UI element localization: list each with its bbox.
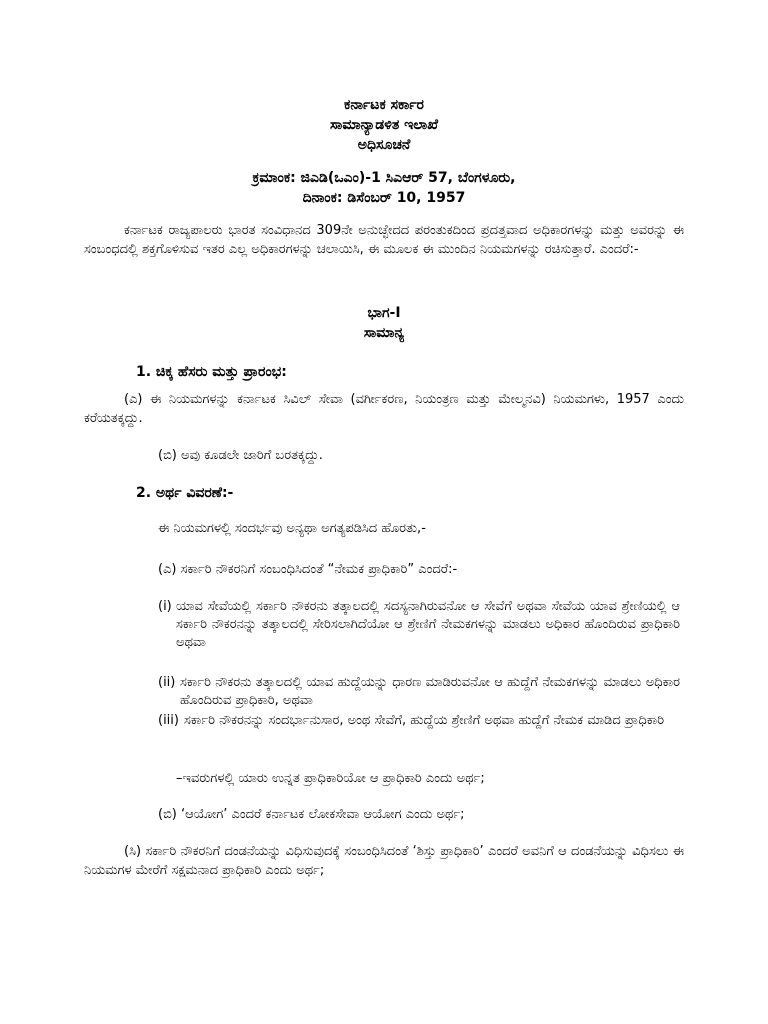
section-2-clause-c: (ಸಿ) ಸರ್ಕಾರಿ ನೌಕರನಿಗೆ ದಂಡನೆಯನ್ನು ವಿಧಿಸುವುದಕ್ಕೆ ಸಂಬಂಧಿಸಿದಂತೆ ‘ಶಿಸ್ತು ಪ್ರಾಧಿಕಾರಿ’ ಎಂದರೆ ಅವನಿಗೆ ಆ ದಂಡನೆಯನ್ನು ವಿಧಿಸಲು ಈ ನಿಯಮಗಳ ಮೇರೆಗೆ ಸಕ್ಷಮನಾದ ಪ್ರಾಧಿಕಾರಿ ಎಂದು ಅರ್ಥ;: [84, 844, 684, 878]
list-item-text: ಯಾವ ಸೇವೆಯಲ್ಲಿ ಸರ್ಕಾರಿ ನೌಕರನು ತತ್ಕಾಲದಲ್ಲಿ ಸದಸ್ಯನಾಗಿರುವನೋ ಆ ಸೇವೆಗೆ ಅಥವಾ ಸೇವೆಯ ಯಾವ ಶ್ರೇಣಿಯಲ್ಲಿ ಆ ಸರ್ಕಾರಿ ನೌಕರನನ್ನು ತತ್ಕಾಲದಲ್ಲಿ ಸೇರಿಸಲಾಗಿದೆಯೋ ಆ ಶ್ರೇಣಿಗೆ ನೇಮಕಗಳನ್ನು ಮಾಡಲು ಅಧಿಕಾರ ಹೊಂದಿರುವ ಪ್ರಾಧಿಕಾರಿ ಅಥವಾ: [176, 599, 680, 650]
notification-title: ಅಧಿಸೂಚನೆ: [357, 137, 411, 153]
preamble-paragraph: ಕರ್ನಾಟಕ ರಾಜ್ಯಪಾಲರು ಭಾರತ ಸಂವಿಧಾನದ 309ನೇ ಅನುಚ್ಛೇದದ ಪರಂತುಕದಿಂದ ಪ್ರದತ್ತವಾದ ಅಧಿಕಾರಗಳನ್ನು ಮತ್ತು ಅವರನ್ನು ಈ ಸಂಬಂಧದಲ್ಲಿ ಶಕ್ತಗೊಳಿಸುವ ಇತರ ಎಲ್ಲ ಅಧಿಕಾರಗಳನ್ನು ಚಲಾಯಿಸಿ, ಈ ಮೂಲಕ ಈ ಮುಂದಿನ ನಿಯಮಗಳನ್ನು ರಚಿಸುತ್ತಾರೆ. ಎಂದರೆ:-: [84, 223, 684, 257]
list-item: [158, 712, 680, 730]
order-block: [0, 168, 768, 208]
list-item-number: (ii): [158, 675, 176, 690]
section-1-heading: 1. ಚಿಕ್ಕ ಹೆಸರು ಮತ್ತು ಪ್ರಾರಂಭ:: [136, 364, 287, 380]
section-1-clause-a: (ಎ) ಈ ನಿಯಮಗಳನ್ನು ಕರ್ನಾಟಕ ಸಿವಿಲ್ ಸೇವಾ (ವರ್ಗೀಕರಣ, ನಿಯಂತ್ರಣ ಮತ್ತು ಮೇಲ್ಮನವಿ) ನಿಯಮಗಳು, 1957 ಎಂದು ಕರೆಯತಕ್ಕದ್ದು.: [84, 392, 684, 426]
list-item: [158, 598, 680, 652]
department-title: ಸಾಮಾನ್ಯಾಡಳಿತ ಇಲಾಖೆ: [330, 117, 438, 133]
govt-title: ಕರ್ನಾಟಕ ಸರ್ಕಾರ: [344, 97, 424, 113]
section-2-intro: ಈ ನಿಯಮಗಳಲ್ಲಿ ಸಂದರ್ಭವು ಅನ್ಯಥಾ ಅಗತ್ಯಪಡಿಸಿದ ಹೊರತು,-: [158, 521, 426, 536]
part-title: ಭಾಗ-I: [367, 305, 401, 321]
section-1-clause-b: (ಬಿ) ಅವು ಕೂಡಲೇ ಜಾರಿಗೆ ಬರತಕ್ಕದ್ದು.: [158, 448, 323, 463]
list-item-text: ಸರ್ಕಾರಿ ನೌಕರನನ್ನು ಸಂದರ್ಭಾನುಸಾರ, ಅಂಥ ಸೇವೆಗೆ, ಹುದ್ದೆಯ ಶ್ರೇಣಿಗೆ ಅಥವಾ ಹುದ್ದೆಗೆ ನೇಮಕ ಮಾಡಿದ ಪ್ರಾಧಿಕಾರಿ: [184, 713, 665, 728]
list-item-number: (iii): [158, 713, 179, 728]
document-header: [0, 95, 768, 155]
section-2-clause-a: (ಎ) ಸರ್ಕಾರಿ ನೌಕರನಿಗೆ ಸಂಬಂಧಿಸಿದಂತೆ “ನೇಮಕ ಪ್ರಾಧಿಕಾರಿ” ಎಂದರೆ:-: [158, 562, 458, 577]
section-2-heading: 2. ಅರ್ಥ ವಿವರಣೆ:-: [136, 485, 234, 501]
part-heading: [0, 303, 768, 343]
section-2-clause-b: (ಬಿ) ‘ಆಯೋಗ’ ಎಂದರೆ ಕರ್ನಾಟಕ ಲೋಕಸೇವಾ ಆಯೋಗ ಎಂದು ಅರ್ಥ;: [158, 807, 465, 822]
section-2-closing: –ಇವರುಗಳಲ್ಲಿ ಯಾರು ಉನ್ನತ ಪ್ರಾಧಿಕಾರಿಯೋ ಆ ಪ್ರಾಧಿಕಾರಿ ಎಂದು ಅರ್ಥ;: [176, 771, 485, 786]
order-number: ಕ್ರಮಾಂಕ: ಜಿಎಡಿ(ಒಎಂ)-1 ಸಿಎಆರ್ 57, ಬೆಂಗಳೂರು,: [252, 170, 516, 186]
list-item-text: ಸರ್ಕಾರಿ ನೌಕರನು ತತ್ಕಾಲದಲ್ಲಿ ಯಾವ ಹುದ್ದೆಯನ್ನು ಧಾರಣ ಮಾಡಿರುವನೋ ಆ ಹುದ್ದೆಗೆ ನೇಮಕಗಳನ್ನು ಮಾಡಲು ಅಧಿಕಾರ ಹೊಂದಿರುವ ಪ್ರಾಧಿಕಾರಿ, ಅಥವಾ: [180, 675, 680, 708]
order-date: ದಿನಾಂಕ: ಡಿಸೆಂಬರ್ 10, 1957: [302, 190, 466, 206]
list-item: [158, 674, 680, 710]
part-name: ಸಾಮಾನ್ಯ: [363, 325, 405, 341]
list-item-number: (i): [158, 599, 172, 614]
